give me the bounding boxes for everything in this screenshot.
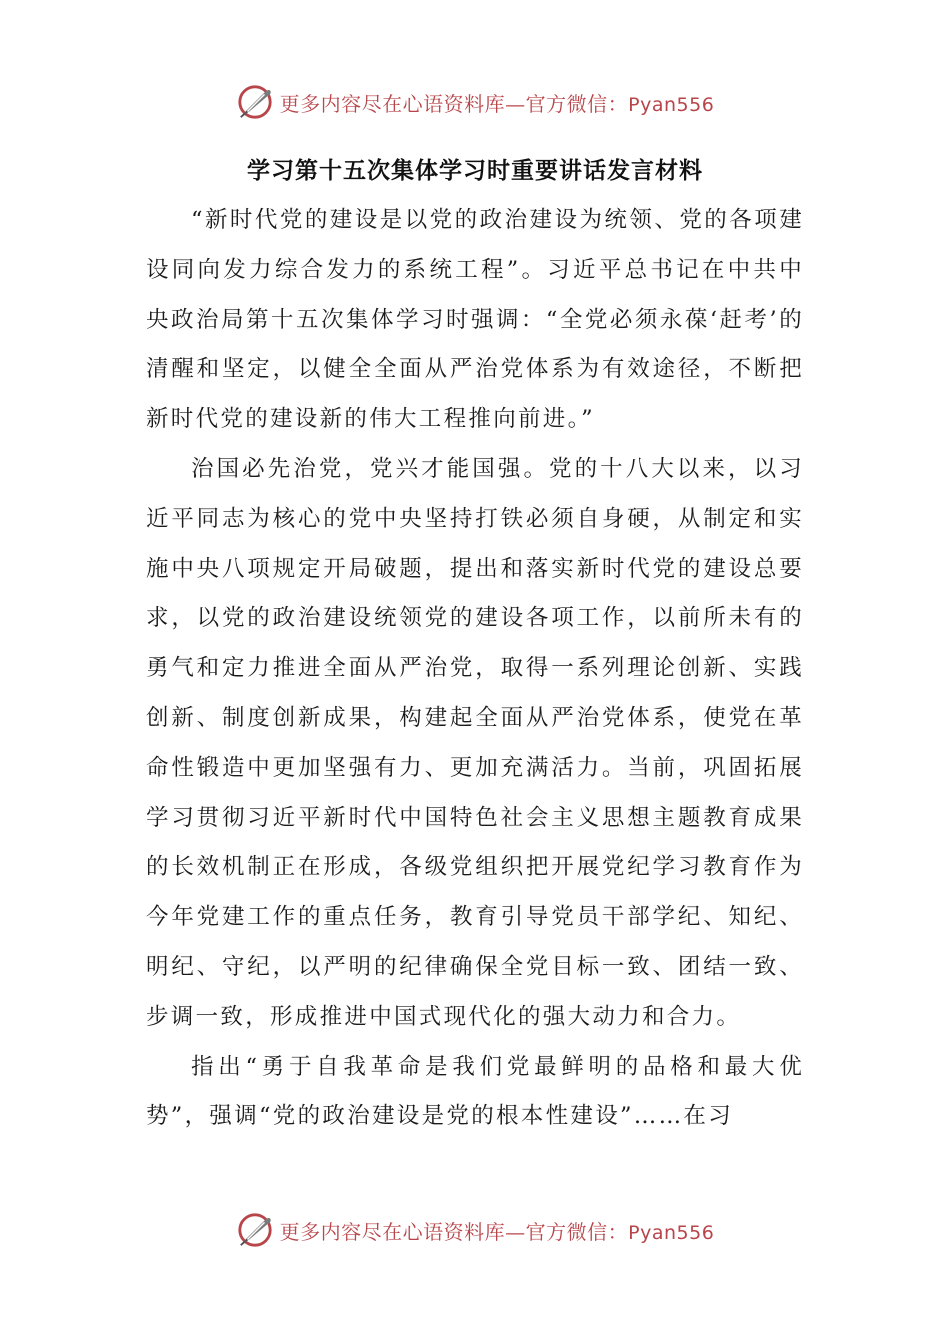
document-title: 学习第十五次集体学习时重要讲话发言材料 bbox=[247, 158, 703, 184]
quill-logo-icon bbox=[236, 83, 274, 121]
paragraph-1: “新时代党的建设是以党的政治建设为统领、党的各项建设同向发力综合发力的系统工程”。习近平总书记在中共中央政治局第十五次集体学习时强调：“全党必须永葆‘赶考’的清醒和坚定，以健全全面从严治党体系为有效途径，不断把新时代党的建设新的伟大工程推向前进。” bbox=[146, 207, 804, 433]
watermark-footer bbox=[0, 1210, 950, 1250]
paragraph-3: 指出“勇于自我革命是我们党最鲜明的品格和最大优势”，强调“党的政治建设是党的根本性建设”……在习 bbox=[146, 1053, 804, 1130]
document-body bbox=[146, 196, 804, 1142]
watermark-text: 更多内容尽在心语资料库—官方微信：Pyan556 bbox=[279, 91, 715, 116]
watermark-text: 更多内容尽在心语资料库—官方微信：Pyan556 bbox=[279, 1219, 715, 1244]
quill-logo-icon bbox=[236, 1211, 274, 1249]
watermark-header bbox=[0, 82, 950, 122]
paragraph-2: 治国必先治党，党兴才能国强。党的十八大以来，以习近平同志为核心的党中央坚持打铁必须自身硬，从制定和实施中央八项规定开局破题，提出和落实新时代党的建设总要求，以党的政治建设统领党的建设各项工作，以前所未有的勇气和定力推进全面从严治党，取得一系列理论创新、实践创新、制度创新成果，构建起全面从严治党体系，使党在革命性锻造中更加坚强有力、更加充满活力。当前，巩固拓展学习贯彻习近平新时代中国特色社会主义思想主题教育成果的长效机制正在形成，各级党组织把开展党纪学习教育作为今年党建工作的重点任务，教育引导党员干部学纪、知纪、明纪、守纪，以严明的纪律确保全党目标一致、团结一致、步调一致，形成推进中国式现代化的强大动力和合力。 bbox=[146, 455, 804, 1030]
